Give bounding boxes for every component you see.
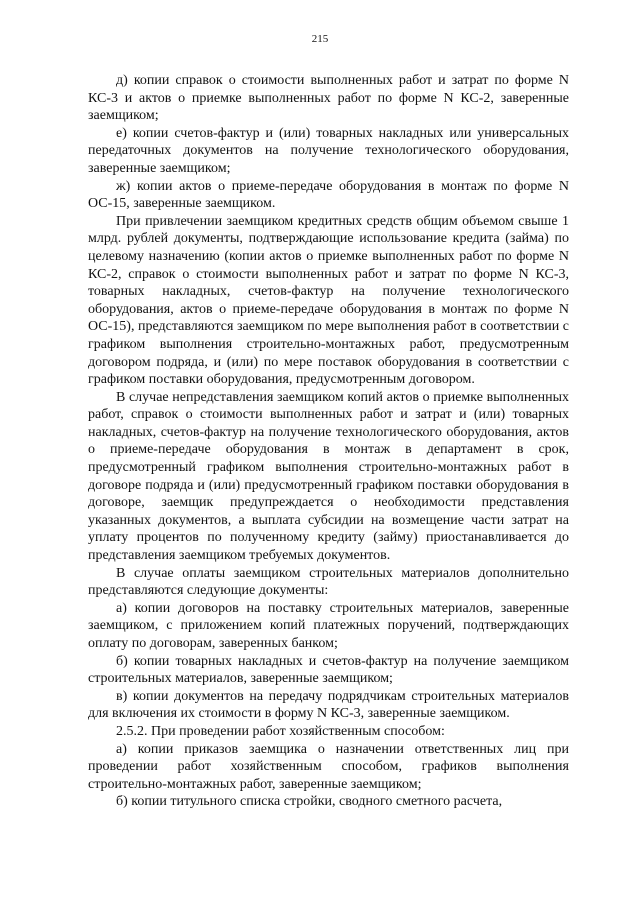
paragraph-materials-item-v: в) копии документов на передачу подрядчикам строительных материалов для включения их стоимости в форму N КС-3, заверенные заемщиком. xyxy=(88,688,569,722)
paragraph-economic-item-a: а) копии приказов заемщика о назначении ответственных лиц при проведении работ хозяйственным способом, графиков выполнения строительно-монтажных работ, заверенные заемщиком; xyxy=(88,741,569,792)
paragraph-building-materials-intro: В случае оплаты заемщиком строительных материалов дополнительно представляются следующие документы: xyxy=(88,565,569,599)
section-heading-2-5-2: 2.5.2. При проведении работ хозяйственным способом: xyxy=(116,723,445,739)
paragraph-economic-item-b: б) копии титульного списка стройки, сводного сметного расчета, xyxy=(116,794,503,810)
paragraph-item-d: д) копии справок о стоимости выполненных работ и затрат по форме N КС-3 и актов о приемке выполненных работ по форме N КС-2, заверенные заемщиком; xyxy=(88,73,569,124)
paragraph-non-submission: В случае непредставления заемщиком копий актов о приемке выполненных работ, справок о стоимости выполненных работ и затрат и (или) товарных накладных, счетов-фактур на получение технологического оборудования, актов о приеме-передаче оборудования в монтаж в департамент в срок, предусмотренный графиком выполнения строительно-монтажных работ в договоре подряда и (или) предусмотренный графиком поставки оборудования в договоре, заемщик предупреждается о необходимости представления указанных документов, а выплата субсидии на возмещение части затрат на уплату процентов по полученному кредиту (займу) приостанавливается до представления заемщиком требуемых документов. xyxy=(88,389,569,564)
page-number: 215 xyxy=(311,33,329,45)
paragraph-credit-over-1-billion: При привлечении заемщиком кредитных средств общим объемом свыше 1 млрд. рублей документы, подтверждающие использование кредита (займа) по целевому назначению (копии актов о приемке выполненных работ по форме N КС-2, справок о стоимости выполненных работ и затрат по форме N КС-3, товарных накладных, счетов-фактур на получение технологического оборудования, актов о приеме-передаче оборудования в монтаж по форме N ОС-15), представляются заемщиком по мере выполнения работ в соответствии с графиком выполнения строительно-монтажных работ, предусмотренным договором подряда, и (или) по мере поставок оборудования в соответствии с графиком поставки оборудования, предусмотренным договором. xyxy=(88,213,569,388)
paragraph-materials-item-b: б) копии товарных накладных и счетов-фактур на получение заемщиком строительных материалов, заверенные заемщиком; xyxy=(88,653,569,687)
paragraph-item-zh: ж) копии актов о приеме-передаче оборудования в монтаж по форме N ОС-15, заверенные заемщиком. xyxy=(88,178,569,212)
paragraph-materials-item-a: а) копии договоров на поставку строительных материалов, заверенные заемщиком, с приложением копий платежных поручений, подтверждающих оплату по договорам, заверенных банком; xyxy=(88,600,569,651)
paragraph-item-e: е) копии счетов-фактур и (или) товарных накладных или универсальных передаточных документов на получение технологического оборудования, заверенные заемщиком; xyxy=(88,125,569,176)
document-body xyxy=(88,72,569,811)
